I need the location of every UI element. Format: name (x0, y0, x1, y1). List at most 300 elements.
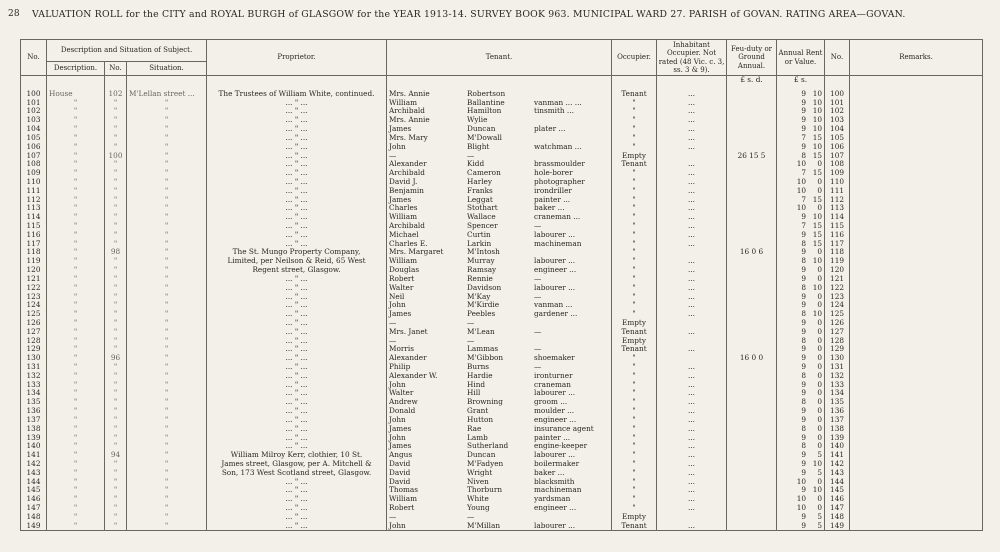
rent-shillings: 0 (817, 204, 823, 213)
proprietor-cell: ... " ... (207, 204, 387, 213)
remarks-cell (850, 328, 983, 337)
table-row (21, 248, 983, 257)
inhabitant-cell: ... (657, 372, 727, 381)
rent-pounds: 9 (801, 363, 807, 371)
occupier-cell: " (612, 266, 657, 275)
inhabitant-cell: ... (657, 381, 727, 390)
remarks-cell (850, 486, 983, 495)
number-cell: " (105, 407, 127, 416)
tenant-surname: Cameron (467, 169, 501, 178)
number-cell: " (105, 486, 127, 495)
row-no: 124 (21, 301, 47, 310)
number-cell: " (105, 425, 127, 434)
row-no-right: 135 (825, 398, 850, 407)
rent-shillings: 0 (817, 389, 823, 398)
row-no: 117 (21, 240, 47, 249)
tenant-occupation: ironturner (534, 371, 573, 380)
feu-cell (727, 363, 777, 372)
feu-cell (727, 187, 777, 196)
situation-cell: " (127, 116, 207, 125)
rent-cell (777, 275, 825, 284)
occupier-cell: Empty (612, 319, 657, 328)
header-occupier: Occupier. (612, 40, 657, 76)
occupier-cell: " (612, 99, 657, 108)
proprietor-cell: ... " ... (207, 169, 387, 178)
tenant-cell (387, 381, 612, 390)
rent-shillings: 0 (817, 398, 823, 407)
tenant-occupation: gardener ... (534, 310, 578, 319)
number-cell: " (105, 187, 127, 196)
remarks-cell (850, 495, 983, 504)
tenant-occupation: engineer ... (534, 504, 577, 512)
proprietor-cell: ... " ... (207, 99, 387, 108)
rent-shillings: 15 (812, 239, 823, 248)
rent-shillings: 0 (817, 442, 823, 451)
rent-shillings: 10 (812, 283, 823, 292)
remarks-cell (850, 160, 983, 169)
row-no: 148 (21, 513, 47, 522)
tenant-surname: Niven (467, 477, 489, 486)
proprietor-cell: ... " ... (207, 275, 387, 284)
description-cell: " (47, 301, 105, 310)
occupier-cell: " (612, 469, 657, 478)
feu-cell (727, 231, 777, 240)
rent-cell (777, 425, 825, 434)
row-no-right: 136 (825, 407, 850, 416)
number-cell: " (105, 169, 127, 178)
table-row (21, 328, 983, 337)
row-no-right: 125 (825, 310, 850, 319)
rent-cell (777, 116, 825, 125)
rent-pounds: 10 (796, 186, 807, 195)
tenant-surname: Burns (467, 363, 490, 371)
table-row (21, 416, 983, 425)
table-row (21, 240, 983, 249)
inhabitant-cell: ... (657, 425, 727, 434)
rent-shillings: 10 (812, 116, 823, 125)
number-cell: " (105, 275, 127, 284)
feu-cell (727, 275, 777, 284)
number-cell: " (105, 293, 127, 302)
table-row (21, 469, 983, 478)
table-row (21, 354, 983, 363)
rent-cell (777, 513, 825, 522)
number-cell: " (105, 345, 127, 354)
situation-cell: " (127, 169, 207, 178)
situation-cell: " (127, 354, 207, 363)
tenant-surname: Young (467, 504, 490, 512)
number-cell: " (105, 196, 127, 205)
row-no: 132 (21, 372, 47, 381)
description-cell: " (47, 442, 105, 451)
inhabitant-cell: ... (657, 134, 727, 143)
rent-shillings: 10 (812, 98, 823, 107)
proprietor-cell: ... " ... (207, 398, 387, 407)
situation-cell: " (127, 398, 207, 407)
tenant-first-name: James (389, 442, 412, 451)
header-inhabitant: Inhabitant Occupier. Not rated (48 Vic. c. 3, ss. 3 & 9). (657, 40, 727, 76)
tenant-cell (387, 85, 612, 99)
row-no-right: 133 (825, 381, 850, 390)
table-row (21, 257, 983, 266)
tenant-first-name: Morris (389, 345, 414, 354)
row-no: 128 (21, 337, 47, 346)
rent-shillings: 5 (817, 512, 823, 521)
description-cell: " (47, 134, 105, 143)
situation-cell: " (127, 275, 207, 284)
tenant-cell (387, 152, 612, 161)
table-row (21, 116, 983, 125)
rent-shillings: 10 (812, 107, 823, 116)
rent-cell (777, 407, 825, 416)
tenant-first-name: Charles E. (389, 239, 428, 248)
row-no-right: 138 (825, 425, 850, 434)
number-cell: " (105, 143, 127, 152)
feu-cell: 16 0 6 (727, 248, 777, 257)
table-row (21, 275, 983, 284)
proprietor-cell: ... " ... (207, 178, 387, 187)
remarks-cell (850, 407, 983, 416)
feu-cell (727, 513, 777, 522)
annual-units: £ s. (777, 76, 825, 85)
feu-cell (727, 204, 777, 213)
inhabitant-cell: ... (657, 522, 727, 531)
proprietor-cell: ... " ... (207, 425, 387, 434)
proprietor-cell: ... " ... (207, 486, 387, 495)
row-no: 108 (21, 160, 47, 169)
feu-cell (727, 284, 777, 293)
remarks-cell (850, 196, 983, 205)
row-no: 120 (21, 266, 47, 275)
row-no: 109 (21, 169, 47, 178)
tenant-first-name: Charles (389, 204, 418, 213)
inhabitant-cell (657, 354, 727, 363)
row-no-right: 145 (825, 486, 850, 495)
feu-cell (727, 442, 777, 451)
proprietor-cell: ... " ... (207, 310, 387, 319)
situation-cell: " (127, 196, 207, 205)
remarks-cell (850, 451, 983, 460)
remarks-cell (850, 222, 983, 231)
tenant-cell (387, 345, 612, 354)
description-cell: " (47, 451, 105, 460)
tenant-surname: Blight (467, 142, 490, 151)
rent-shillings: 15 (812, 133, 823, 142)
row-no-right: 108 (825, 160, 850, 169)
tenant-occupation: labourer ... (534, 257, 576, 266)
rent-cell (777, 389, 825, 398)
rent-shillings: 0 (817, 477, 823, 486)
tenant-occupation: shoemaker (534, 354, 575, 363)
number-cell: " (105, 442, 127, 451)
number-cell: " (105, 222, 127, 231)
rent-shillings: 0 (817, 318, 823, 327)
inhabitant-cell: ... (657, 310, 727, 319)
situation-cell: " (127, 178, 207, 187)
remarks-cell (850, 99, 983, 108)
number-cell: " (105, 416, 127, 425)
situation-cell: " (127, 222, 207, 231)
tenant-cell (387, 495, 612, 504)
number-cell: 96 (105, 354, 127, 363)
rent-pounds: 9 (801, 318, 807, 327)
remarks-cell (850, 125, 983, 134)
feu-cell (727, 469, 777, 478)
rent-shillings: 0 (817, 274, 823, 283)
tenant-first-name: William (389, 495, 417, 504)
feu-cell (727, 85, 777, 99)
rent-pounds: 9 (801, 407, 807, 416)
table-row (21, 301, 983, 310)
tenant-first-name: — (389, 318, 397, 327)
tenant-first-name: John (389, 142, 406, 151)
table-row (21, 337, 983, 346)
number-cell: " (105, 381, 127, 390)
number-cell: " (105, 513, 127, 522)
tenant-surname: — (467, 512, 475, 521)
tenant-occupation: irondriller (534, 186, 572, 195)
remarks-cell (850, 310, 983, 319)
rent-shillings: 5 (817, 468, 823, 477)
tenant-cell (387, 231, 612, 240)
rent-cell (777, 266, 825, 275)
tenant-surname: M'Dowall (467, 133, 503, 142)
tenant-occupation: yardsman (534, 495, 571, 504)
rent-shillings: 0 (817, 380, 823, 389)
rent-pounds: 10 (796, 477, 807, 486)
rent-cell (777, 160, 825, 169)
number-cell: " (105, 495, 127, 504)
remarks-cell (850, 372, 983, 381)
description-cell: " (47, 407, 105, 416)
tenant-first-name: David J. (389, 177, 418, 186)
occupier-cell: Tenant (612, 345, 657, 354)
tenant-first-name: Alexander (389, 354, 427, 363)
table-row (21, 451, 983, 460)
row-no-right: 130 (825, 354, 850, 363)
tenant-surname: Browning (467, 398, 503, 407)
tenant-first-name: Benjamin (389, 186, 424, 195)
tenant-first-name: Mrs. Mary (389, 133, 428, 142)
number-cell: " (105, 284, 127, 293)
inhabitant-cell: ... (657, 275, 727, 284)
rent-shillings: 0 (817, 248, 823, 257)
tenant-occupation: engineer ... (534, 415, 577, 424)
feu-cell (727, 434, 777, 443)
occupier-cell: " (612, 125, 657, 134)
rent-shillings: 10 (812, 213, 823, 222)
number-cell: " (105, 310, 127, 319)
table-row (21, 169, 983, 178)
occupier-cell: " (612, 389, 657, 398)
table-row (21, 99, 983, 108)
number-cell: 98 (105, 248, 127, 257)
tenant-cell (387, 513, 612, 522)
row-no-right: 143 (825, 469, 850, 478)
row-no: 145 (21, 486, 47, 495)
row-no-right: 119 (825, 257, 850, 266)
tenant-first-name: Michael (389, 230, 419, 239)
number-cell: " (105, 363, 127, 372)
description-cell: " (47, 337, 105, 346)
row-no-right: 106 (825, 143, 850, 152)
feu-cell: 16 0 0 (727, 354, 777, 363)
valuation-table (20, 39, 983, 531)
rent-shillings: 0 (817, 424, 823, 433)
description-cell: " (47, 275, 105, 284)
remarks-cell (850, 398, 983, 407)
occupier-cell: " (612, 407, 657, 416)
inhabitant-cell: ... (657, 99, 727, 108)
inhabitant-cell: ... (657, 363, 727, 372)
rent-pounds: 8 (801, 398, 807, 407)
tenant-surname: Spencer (467, 222, 498, 230)
tenant-occupation: watchman ... (534, 142, 582, 151)
rent-pounds: 9 (801, 415, 807, 424)
inhabitant-cell: ... (657, 231, 727, 240)
description-cell: " (47, 381, 105, 390)
feu-cell (727, 213, 777, 222)
situation-cell: " (127, 407, 207, 416)
situation-cell: " (127, 469, 207, 478)
rent-pounds: 9 (801, 301, 807, 310)
rent-shillings: 0 (817, 292, 823, 301)
description-cell: " (47, 434, 105, 443)
situation-cell: " (127, 495, 207, 504)
situation-cell: " (127, 425, 207, 434)
tenant-occupation: labourer ... (534, 389, 576, 398)
tenant-cell (387, 125, 612, 134)
row-no: 110 (21, 178, 47, 187)
occupier-cell: " (612, 504, 657, 513)
feu-cell (727, 169, 777, 178)
tenant-occupation: — (534, 363, 542, 371)
table-row (21, 187, 983, 196)
occupier-cell: Empty (612, 152, 657, 161)
row-no-right: 128 (825, 337, 850, 346)
tenant-occupation: — (534, 292, 542, 301)
remarks-cell (850, 389, 983, 398)
feu-cell (727, 160, 777, 169)
row-no-right: 116 (825, 231, 850, 240)
row-no-right: 127 (825, 328, 850, 337)
tenant-cell (387, 116, 612, 125)
rent-pounds: 8 (801, 371, 807, 380)
remarks-cell (850, 266, 983, 275)
description-cell: " (47, 143, 105, 152)
proprietor-cell: ... " ... (207, 522, 387, 531)
description-cell: " (47, 266, 105, 275)
row-no: 146 (21, 495, 47, 504)
proprietor-cell: ... " ... (207, 231, 387, 240)
proprietor-cell: ... " ... (207, 116, 387, 125)
table-row (21, 85, 983, 99)
inhabitant-cell: ... (657, 460, 727, 469)
row-no: 134 (21, 389, 47, 398)
tenant-first-name: Philip (389, 363, 411, 371)
occupier-cell: " (612, 486, 657, 495)
rent-shillings: 0 (817, 266, 823, 275)
tenant-first-name: John (389, 301, 406, 310)
row-no: 115 (21, 222, 47, 231)
row-no: 122 (21, 284, 47, 293)
tenant-surname: M'Kirdie (467, 301, 500, 310)
situation-cell: " (127, 143, 207, 152)
tenant-surname: Wylie (467, 116, 488, 125)
row-no: 107 (21, 152, 47, 161)
rent-cell (777, 504, 825, 513)
row-no-right: 102 (825, 107, 850, 116)
feu-cell (727, 451, 777, 460)
feu-cell (727, 266, 777, 275)
tenant-surname: — (467, 336, 475, 345)
occupier-cell: " (612, 293, 657, 302)
tenant-surname: M'Millan (467, 521, 501, 530)
row-no: 131 (21, 363, 47, 372)
header-no: No. (21, 40, 47, 76)
tenant-cell (387, 522, 612, 531)
tenant-cell (387, 389, 612, 398)
description-cell: " (47, 389, 105, 398)
tenant-cell (387, 486, 612, 495)
occupier-cell: " (612, 134, 657, 143)
tenant-surname: M'Intosh (467, 248, 500, 257)
number-cell: 100 (105, 152, 127, 161)
rent-shillings: 0 (817, 371, 823, 380)
rent-cell (777, 169, 825, 178)
inhabitant-cell: ... (657, 495, 727, 504)
row-no: 127 (21, 328, 47, 337)
inhabitant-cell: ... (657, 407, 727, 416)
number-cell: " (105, 107, 127, 116)
proprietor-cell: ... " ... (207, 354, 387, 363)
remarks-cell (850, 178, 983, 187)
description-cell: " (47, 99, 105, 108)
situation-cell: " (127, 160, 207, 169)
tenant-first-name: Neil (389, 292, 405, 301)
inhabitant-cell: ... (657, 160, 727, 169)
row-no: 140 (21, 442, 47, 451)
inhabitant-cell: ... (657, 107, 727, 116)
tenant-occupation: labourer ... (534, 521, 576, 530)
tenant-surname: Rennie (467, 274, 493, 283)
tenant-first-name: Andrew (389, 398, 418, 407)
rent-pounds: 9 (801, 213, 807, 222)
row-no-right: 104 (825, 125, 850, 134)
feu-cell (727, 99, 777, 108)
inhabitant-cell: ... (657, 187, 727, 196)
table-row (21, 266, 983, 275)
remarks-cell (850, 275, 983, 284)
description-cell: " (47, 178, 105, 187)
description-cell: " (47, 460, 105, 469)
feu-cell (727, 178, 777, 187)
feu-cell (727, 398, 777, 407)
tenant-first-name: Douglas (389, 266, 420, 275)
table-row (21, 478, 983, 487)
tenant-cell (387, 337, 612, 346)
proprietor-cell: ... " ... (207, 478, 387, 487)
remarks-cell (850, 337, 983, 346)
remarks-cell (850, 152, 983, 161)
row-no: 129 (21, 345, 47, 354)
rent-pounds: 9 (801, 521, 807, 530)
inhabitant-cell: ... (657, 345, 727, 354)
tenant-cell (387, 416, 612, 425)
proprietor-cell: Regent street, Glasgow. (207, 266, 387, 275)
situation-cell: " (127, 434, 207, 443)
feu-cell (727, 116, 777, 125)
